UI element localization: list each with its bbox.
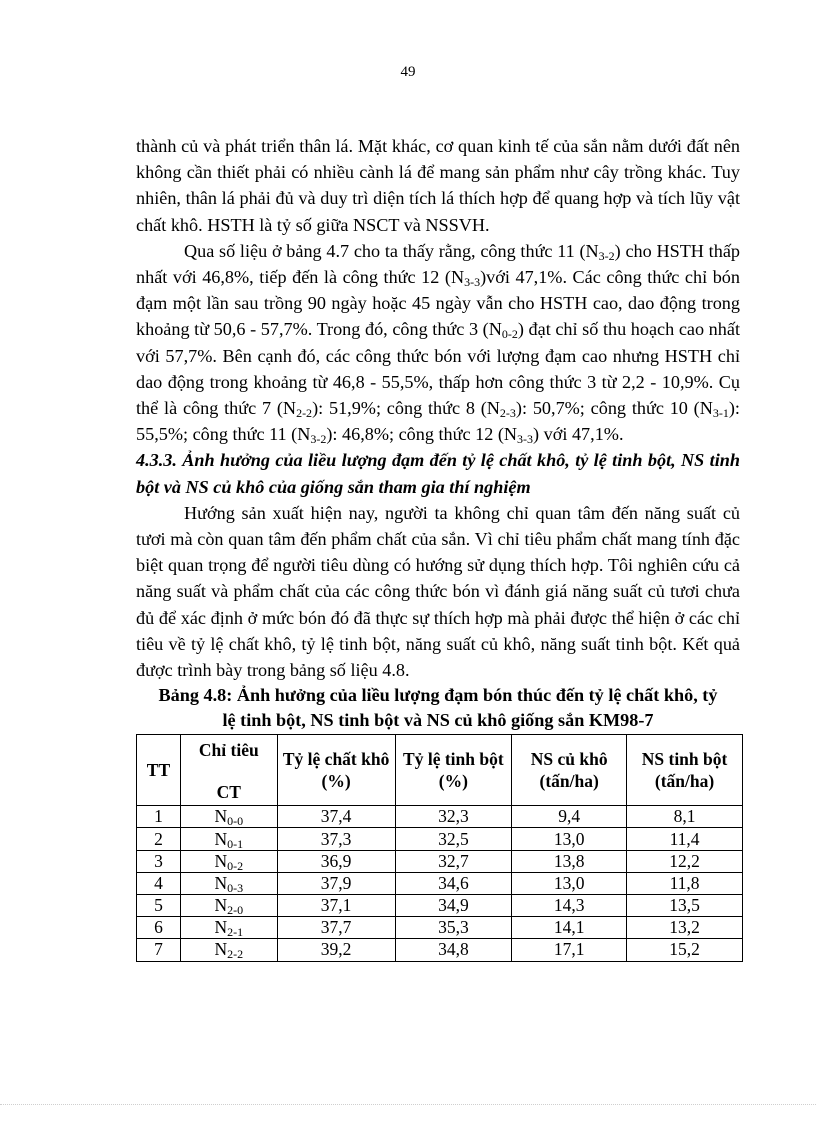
- formula-subscript: 2-2: [227, 947, 244, 962]
- formula-subscript: 0-2: [227, 858, 244, 873]
- header-dry-matter: Tỷ lệ chất khô (%): [277, 735, 395, 806]
- formula-symbol: N: [214, 806, 228, 827]
- formula-subscript: 2-0: [227, 903, 244, 918]
- cell-starch: 32,7: [395, 850, 512, 872]
- cell-dry-matter: 37,1: [277, 895, 395, 917]
- results-table: [136, 734, 743, 961]
- cell-starch: 34,6: [395, 872, 512, 894]
- cell-dry-matter: 37,4: [277, 806, 395, 828]
- formula-symbol: N: [214, 828, 228, 849]
- cell-dry-yield: 13,0: [512, 828, 627, 850]
- cell-starch: 35,3: [395, 917, 512, 939]
- cell-starch: 34,8: [395, 939, 512, 961]
- paragraph-3: Hướng sản xuất hiện nay, người ta không chỉ quan tâm đến năng suất củ tươi mà còn quan tâm đến phẩm chất của sắn. Vì chỉ tiêu phẩm chất mang tính đặc biệt quan trọng để người tiêu dùng có hướng sử dụng thích hợp. Tôi nghiên cứu cả năng suất và phẩm chất của các công thức bón vì đánh giá năng suất củ tươi chưa đủ để xác định ở mức bón đó đã thực sự thích hợp mà phải được thể hiện ở các chỉ tiêu về tỷ lệ chất khô, tỷ lệ tinh bột, năng suất củ khô, năng suất tinh bột. Kết quả được trình bày trong bảng số liệu 4.8.: [136, 502, 740, 681]
- table-caption-line-1: Bảng 4.8: Ảnh hưởng của liều lượng đạm bón thúc đến tỷ lệ chất khô, tỷ: [158, 685, 718, 706]
- formula-symbol: N: [214, 850, 228, 871]
- cell-tt: 7: [137, 939, 181, 961]
- formula-symbol: N: [214, 872, 228, 893]
- paragraph-1: thành củ và phát triển thân lá. Mặt khác, cơ quan kinh tế của sắn nằm dưới đất nên không cần thiết phải có nhiều cành lá để mang sản phẩm như cây trồng khác. Tuy nhiên, thân lá phải đủ và duy trì diện tích lá thích hợp để quang hợp và tích lũy vật chất khô. HSTH là tỷ số giữa NSCT và NSSVH.: [136, 136, 740, 235]
- cell-dry-yield: 13,8: [512, 850, 627, 872]
- formula-symbol: N: [214, 895, 228, 916]
- cell-tt: 2: [137, 828, 181, 850]
- header-ct-bottom: CT: [216, 782, 241, 803]
- formula-symbol: N: [214, 939, 228, 960]
- cell-ct: [180, 806, 277, 828]
- cell-ct: [180, 828, 277, 850]
- table-row: [137, 895, 743, 917]
- cell-dry-matter: 37,7: [277, 917, 395, 939]
- table-row: [137, 917, 743, 939]
- formula-subscript: 0-1: [227, 836, 244, 851]
- table-row: [137, 806, 743, 828]
- formula-subscript: 0-3: [227, 880, 244, 895]
- cell-tt: 3: [137, 850, 181, 872]
- cell-ct: [180, 895, 277, 917]
- cell-dry-matter: 37,3: [277, 828, 395, 850]
- cell-starch-yield: 12,2: [627, 850, 743, 872]
- cell-tt: 6: [137, 917, 181, 939]
- header-ct-top: Chỉ tiêu: [198, 740, 259, 761]
- paragraph-2: Qua số liệu ở bảng 4.7 cho ta thấy rằng, công thức 11 $(N_{3-2})$ cho HSTH thấp nhất với 46,8%, tiếp đến là công thức 12 $(N_{3-3})với$ 47,1%. Các công thức chỉ bón đạm một lần sau trồng 90 ngày hoặc 45 ngày vẫn cho HSTH cao, dao động trong khoảng từ 50,6 - 57,7%. Trong đó, công thức 3 $(N_{0-2})$ đạt chỉ số thu hoạch cao nhất với 57,7%. Bên cạnh đó, các công thức bón với lượng đạm cao nhưng HSTH chỉ dao động trong khoảng từ 46,8 - 55,5%, thấp hơn công thức 3 từ 2,2 - 10,9%. Cụ thể là công thức 7 $(N_{2-2})$: 51,9%; công thức 8 $(N_{2-3})$: 50,7%; công thức 10 $(N_{3-1})$: 55,5%; công thức 11 $(N_{3-2})$: 46,8%; công thức 12 $(N_{3-3})$ với 47,1%.: [136, 240, 740, 447]
- cell-dry-matter: 39,2: [277, 939, 395, 961]
- cell-dry-yield: 17,1: [512, 939, 627, 961]
- cell-tt: 4: [137, 872, 181, 894]
- cell-starch-yield: 13,2: [627, 917, 743, 939]
- table-row: [137, 828, 743, 850]
- cell-starch-yield: 15,2: [627, 939, 743, 961]
- cell-starch: 32,3: [395, 806, 512, 828]
- formula-subscript: 0-0: [227, 814, 244, 829]
- header-starch: Tỷ lệ tinh bột (%): [395, 735, 512, 806]
- table-row: [137, 939, 743, 961]
- page-content: [136, 133, 740, 962]
- table-header-row: [137, 735, 743, 806]
- cell-dry-yield: 13,0: [512, 872, 627, 894]
- cell-ct: [180, 850, 277, 872]
- cell-tt: 5: [137, 895, 181, 917]
- cell-starch-yield: 11,8: [627, 872, 743, 894]
- cell-dry-matter: 37,9: [277, 872, 395, 894]
- cell-tt: 1: [137, 806, 181, 828]
- cell-ct: [180, 939, 277, 961]
- cell-starch-yield: 8,1: [627, 806, 743, 828]
- page-edge-divider: [0, 1104, 816, 1105]
- cell-dry-yield: 14,3: [512, 895, 627, 917]
- table-body: [137, 806, 743, 961]
- cell-starch-yield: 13,5: [627, 895, 743, 917]
- formula-subscript: 2-1: [227, 925, 244, 940]
- cell-dry-yield: 9,4: [512, 806, 627, 828]
- table-caption-line-2: lệ tinh bột, NS tinh bột và NS củ khô giống sắn KM98-7: [222, 710, 654, 731]
- cell-ct: [180, 917, 277, 939]
- header-tt: TT: [137, 735, 181, 806]
- header-ct: [180, 735, 277, 806]
- page-number: 49: [400, 64, 416, 80]
- header-dry-yield: NS củ khô (tấn/ha): [512, 735, 627, 806]
- section-heading: 4.3.3. Ảnh hưởng của liều lượng đạm đến tỷ lệ chất khô, tỷ lệ tinh bột, NS tinh bột và NS củ khô của giống sắn tham gia thí nghiệm: [136, 450, 740, 497]
- table-row: [137, 872, 743, 894]
- cell-dry-matter: 36,9: [277, 850, 395, 872]
- formula-symbol: N: [214, 917, 228, 938]
- cell-starch-yield: 11,4: [627, 828, 743, 850]
- table-row: [137, 850, 743, 872]
- header-starch-yield: NS tinh bột (tấn/ha): [627, 735, 743, 806]
- cell-starch: 32,5: [395, 828, 512, 850]
- cell-starch: 34,9: [395, 895, 512, 917]
- cell-ct: [180, 872, 277, 894]
- cell-dry-yield: 14,1: [512, 917, 627, 939]
- table-caption: [136, 683, 740, 733]
